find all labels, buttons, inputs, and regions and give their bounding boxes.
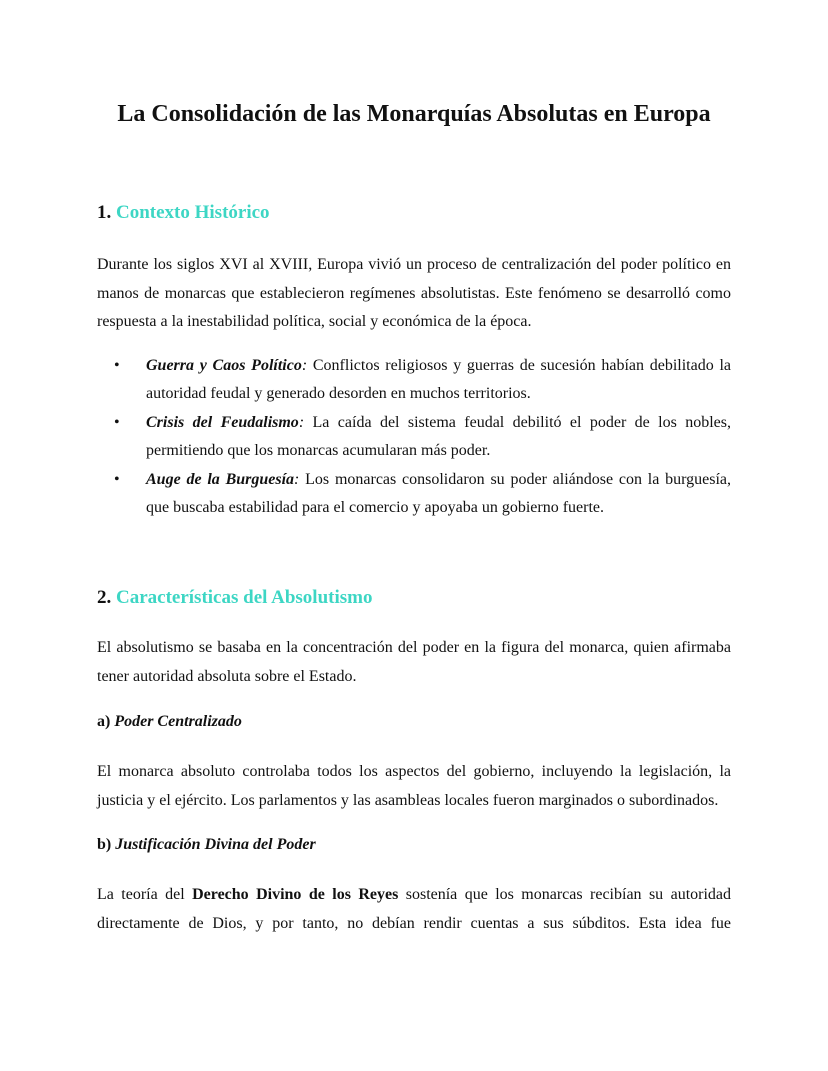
bullet-text: La caída del sistema feudal debilitó el poder de los nobles, permitiendo que los monarcas acumularan más poder. <box>146 413 731 460</box>
subsection-letter: a) <box>97 713 111 730</box>
separator: : <box>298 413 305 431</box>
paragraph: El monarca absoluto controlaba todos los aspectos del gobierno, incluyendo la legislación, la justicia y el ejército. Los parlamentos y las asambleas locales fueron marginados o subordinados. <box>97 763 731 809</box>
subsection-title: Justificación Divina del Poder <box>115 836 316 853</box>
paragraph <box>97 881 731 938</box>
section-title: Características del Absolutismo <box>116 587 373 608</box>
bullet-term: Crisis del Feudalismo <box>146 413 299 431</box>
list-item <box>97 466 731 523</box>
bullet-icon: • <box>114 413 120 431</box>
separator: : <box>301 357 308 374</box>
section-1-bullets <box>97 352 731 522</box>
subsection-b-heading <box>97 833 731 857</box>
subsection-a-text <box>97 758 731 815</box>
section-number: 1. <box>97 202 112 223</box>
bullet-icon: • <box>114 357 120 374</box>
text: La teoría del <box>97 886 193 903</box>
section-2-heading <box>97 585 731 611</box>
text: sostenía que los monarcas recibían su autoridad directamente de Dios, y por tanto, no debían rendir cuentas a sus súbditos. Esta idea fue <box>97 886 732 932</box>
bold-term: Derecho Divino de los Reyes <box>192 886 399 903</box>
section-2-intro <box>97 634 731 691</box>
subsection-title: Poder Centralizado <box>114 713 242 730</box>
bullet-text: Conflictos religiosos y guerras de sucesión habían debilitado la autoridad feudal y generado desorden en muchos territorios. <box>146 357 731 403</box>
bullet-text: Los monarcas consolidaron su poder aliándose con la burguesía, que buscaba estabilidad para el comercio y apoyaba un gobierno fuerte. <box>146 470 732 517</box>
separator: : <box>294 470 300 488</box>
bullet-term: Guerra y Caos Político <box>146 357 302 374</box>
section-title: Contexto Histórico <box>116 202 270 223</box>
section-number: 2. <box>97 587 112 608</box>
list-item <box>97 409 731 466</box>
bullet-term: Auge de la Burguesía <box>146 470 295 488</box>
subsection-a-heading <box>97 710 731 734</box>
document-title: La Consolidación de las Monarquías Absolutas en Europa <box>117 101 711 127</box>
subsection-b-text <box>97 881 731 938</box>
paragraph: Durante los siglos XVI al XVIII, Europa vivió un proceso de centralización del poder político en manos de monarcas que establecieron regímenes absolutistas. Este fenómeno se desarrolló como respuesta a la inestabilidad política, social y económica de la época. <box>97 256 731 331</box>
subsection-letter: b) <box>97 836 112 853</box>
paragraph: El absolutismo se basaba en la concentración del poder en la figura del monarca, quien afirmaba tener autoridad absoluta sobre el Estado. <box>97 639 731 685</box>
section-1-intro <box>97 251 731 337</box>
section-1-heading <box>97 200 731 226</box>
bullet-icon: • <box>114 470 120 488</box>
list-item <box>97 352 731 409</box>
